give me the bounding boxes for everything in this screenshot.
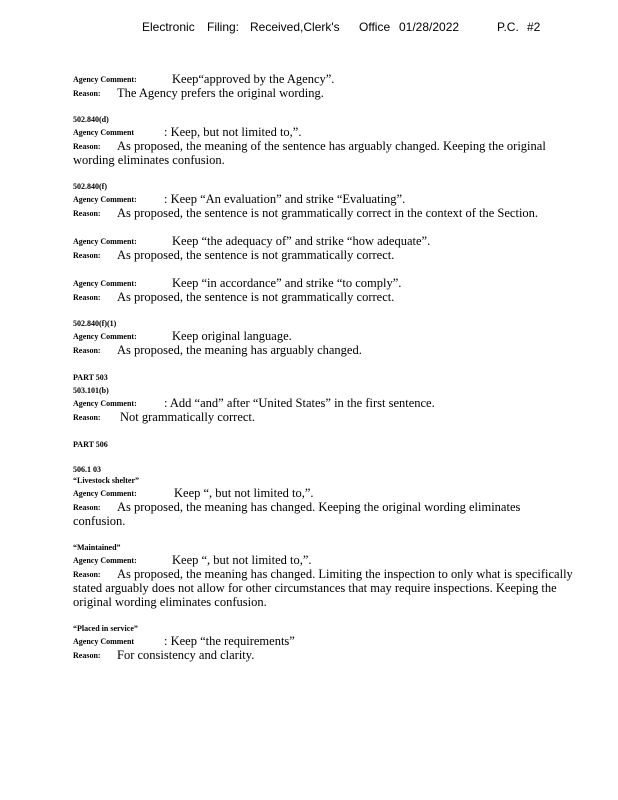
header-date: 01/28/2022: [399, 20, 460, 34]
document-body: [73, 72, 573, 676]
comment-text: Keep “, but not limited to,”.: [172, 553, 312, 567]
reason-label: Reason:: [73, 346, 101, 355]
reason-text: Not grammatically correct.: [120, 410, 256, 424]
header-pc: P.C.: [497, 20, 519, 34]
header-filing: Filing:: [207, 20, 240, 34]
reason-text: As proposed, the sentence is not grammatically correct.: [117, 248, 395, 262]
part-heading: PART 506: [73, 440, 108, 449]
comment-entry: [73, 72, 573, 100]
header-office: Office: [359, 20, 391, 34]
section-number: 502.840(f): [73, 182, 107, 191]
comment-entry: [73, 318, 573, 357]
agency-comment-label: Agency Comment:: [73, 195, 137, 204]
header-electronic: Electronic: [142, 20, 195, 34]
part-heading: PART 503: [73, 373, 108, 382]
reason-label: Reason:: [73, 570, 101, 579]
agency-comment-label: Agency Comment:: [73, 237, 137, 246]
reason-label: Reason:: [73, 503, 101, 512]
reason-text: As proposed, the sentence is not grammatically correct in the context of the Section.: [117, 206, 539, 220]
definition-term: “Livestock shelter”: [73, 476, 139, 485]
comment-entry: [73, 371, 573, 424]
comment-text: : Keep “An evaluation” and strike “Evaluating”.: [164, 192, 406, 206]
reason-label: Reason:: [73, 89, 101, 98]
reason-label: Reason:: [73, 209, 101, 218]
agency-comment-label: Agency Comment:: [73, 332, 137, 341]
reason-text: As proposed, the meaning has changed. Limiting the inspection to only what is specifically stated arguably does not allow for other circumstances that may require inspections. Keeping the original wording eliminates confusion.: [73, 567, 573, 609]
definition-term: “Placed in service”: [73, 624, 138, 633]
agency-comment-label: Agency Comment:: [73, 279, 137, 288]
reason-text: The Agency prefers the original wording.: [117, 86, 324, 100]
comment-text: Keep “, but not limited to,”.: [174, 486, 314, 500]
comment-entry: [73, 438, 573, 528]
section-number: 506.1 03: [73, 465, 101, 474]
reason-text: As proposed, the meaning has changed. Keeping the original wording eliminates confusion.: [73, 500, 521, 528]
definition-term: “Maintained”: [73, 543, 121, 552]
comment-text: : Add “and” after “United States” in the first sentence.: [164, 396, 435, 410]
agency-comment-label: Agency Comment: [73, 128, 135, 137]
agency-comment-label: Agency Comment:: [73, 489, 137, 498]
comment-entry: [73, 181, 573, 220]
agency-comment-label: Agency Comment:: [73, 75, 137, 84]
comment-entry: [73, 276, 573, 304]
agency-comment-label: Agency Comment: [73, 637, 135, 646]
reason-text: As proposed, the meaning of the sentence has arguably changed. Keeping the original wording eliminates confusion.: [73, 139, 546, 167]
agency-comment-label: Agency Comment:: [73, 556, 137, 565]
header-received: Received,Clerk's: [250, 20, 340, 34]
reason-text: As proposed, the sentence is not grammatically correct.: [117, 290, 395, 304]
reason-label: Reason:: [73, 251, 101, 260]
comment-entry: [73, 623, 573, 662]
comment-entry: [73, 234, 573, 262]
comment-entry: [73, 114, 573, 167]
reason-label: Reason:: [73, 413, 101, 422]
section-number: 503.101(b): [73, 386, 109, 395]
comment-text: Keep original language.: [172, 329, 292, 343]
section-number: 502.840(d): [73, 115, 109, 124]
comment-entry: [73, 542, 573, 609]
reason-label: Reason:: [73, 293, 101, 302]
comment-text: Keep “in accordance” and strike “to comply”.: [172, 276, 402, 290]
agency-comment-label: Agency Comment:: [73, 399, 137, 408]
comment-text: : Keep, but not limited to,”.: [164, 125, 302, 139]
reason-label: Reason:: [73, 142, 101, 151]
comment-text: Keep“approved by the Agency”.: [172, 72, 335, 86]
reason-text: For consistency and clarity.: [117, 648, 255, 662]
comment-text: Keep “the adequacy of” and strike “how adequate”.: [172, 234, 431, 248]
reason-text: As proposed, the meaning has arguably changed.: [117, 343, 362, 357]
comment-text: : Keep “the requirements”: [164, 634, 295, 648]
page-header: [0, 20, 618, 38]
section-number: 502.840(f)(1): [73, 319, 117, 328]
reason-label: Reason:: [73, 651, 101, 660]
header-pc-number: #2: [527, 20, 541, 34]
